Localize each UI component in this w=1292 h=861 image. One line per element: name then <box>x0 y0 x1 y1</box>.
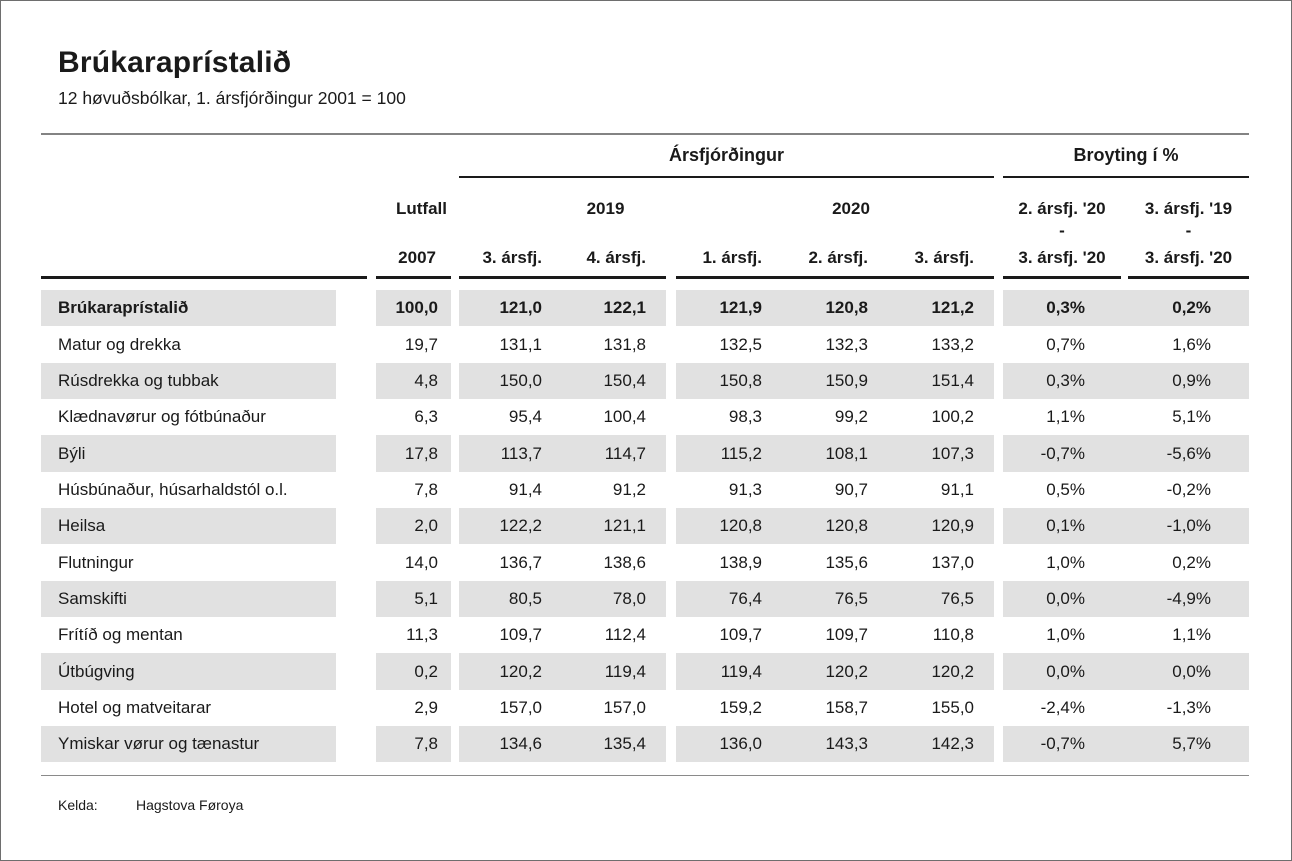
cell-change-qoq: 0,0% <box>1003 653 1128 689</box>
cell-2020-q2: 76,5 <box>782 581 888 617</box>
header-2020-q1: 1. ársfj. <box>702 248 762 267</box>
cell-2019-q3: 95,4 <box>508 407 542 427</box>
table-row <box>41 690 1249 726</box>
cell-lutfall: 6,3 <box>414 407 438 427</box>
cell-change-yoy: 0,0% <box>1128 653 1249 689</box>
cell-change-qoq: 1,0% <box>1046 552 1085 572</box>
cell-lutfall: 11,3 <box>406 625 438 645</box>
cell-2020-q1: 121,9 <box>676 290 782 326</box>
label-column-rule <box>41 276 367 279</box>
page-subtitle: 12 høvuðsbólkar, 1. ársfjórðingur 2001 = 100 <box>58 88 406 108</box>
cell-change-yoy: -5,6% <box>1128 435 1249 471</box>
header-bottom-rule-row <box>41 276 1249 279</box>
cell-2020-q2: 99,2 <box>834 407 868 427</box>
table-row <box>41 363 1249 399</box>
cell-2020-q2: 135,6 <box>825 552 868 572</box>
header-lutfall-year: 2007 <box>398 248 436 267</box>
table-bottom-rule <box>41 775 1249 776</box>
cell-change-yoy: -4,9% <box>1128 581 1249 617</box>
cell-2019-q4: 121,1 <box>562 508 666 544</box>
change1-column-rule <box>1003 276 1121 279</box>
cell-2020-q3: 155,0 <box>931 697 974 717</box>
table-row <box>41 544 1249 580</box>
cell-2019-q3: 157,0 <box>499 697 542 717</box>
cell-2020-q1: 136,0 <box>676 726 782 762</box>
header-2019-q3: 3. ársfj. <box>482 248 542 267</box>
cell-change-qoq: 1,1% <box>1046 407 1085 427</box>
cell-lutfall: 7,8 <box>414 479 438 499</box>
cell-change-qoq: 1,0% <box>1046 625 1085 645</box>
cell-2020-q1: 159,2 <box>719 697 762 717</box>
year-2019-rule <box>459 276 666 279</box>
cell-change-qoq: 0,0% <box>1003 581 1128 617</box>
cell-2020-q2: 120,8 <box>782 290 888 326</box>
cell-2019-q4: 131,8 <box>603 334 646 354</box>
header-change1-line1: 2. ársfj. '20 <box>1018 199 1106 218</box>
cell-lutfall: 100,0 <box>376 290 451 326</box>
table-row <box>41 653 1249 689</box>
row-label: Klædnavørur og fótbúnaður <box>58 407 266 427</box>
table-row <box>41 435 1249 471</box>
cell-2020-q1: 138,9 <box>719 552 762 572</box>
cell-lutfall: 14,0 <box>404 552 438 572</box>
cell-2019-q3: 131,1 <box>499 334 542 354</box>
header-change2-line2: - <box>1185 221 1192 240</box>
cell-2020-q3: 133,2 <box>931 334 974 354</box>
cell-change-yoy: 0,2% <box>1172 552 1211 572</box>
cell-change-yoy: -0,2% <box>1166 479 1211 499</box>
lutfall-column-rule <box>376 276 451 279</box>
cell-change-qoq: 0,3% <box>1003 290 1128 326</box>
table-year-header-row <box>41 178 1249 221</box>
cell-2020-q3: 76,5 <box>888 581 994 617</box>
cell-2019-q4: 150,4 <box>562 363 666 399</box>
row-label: Rúsdrekka og tubbak <box>41 363 336 399</box>
table-row <box>41 617 1249 653</box>
cell-2020-q2: 158,7 <box>825 697 868 717</box>
table-body <box>41 290 1251 762</box>
cell-2019-q4: 138,6 <box>603 552 646 572</box>
cell-2020-q3: 142,3 <box>888 726 994 762</box>
header-lutfall: Lutfall <box>396 199 447 218</box>
cell-2020-q3: 110,8 <box>932 625 974 645</box>
header-change2-line3: 3. ársfj. '20 <box>1144 248 1233 267</box>
cell-2019-q3: 120,2 <box>459 653 562 689</box>
source-value: Hagstova Føroya <box>136 797 244 814</box>
cell-change-yoy: 1,6% <box>1172 334 1211 354</box>
table-row <box>41 508 1249 544</box>
row-label: Útbúgving <box>41 653 336 689</box>
column-group-change: Broyting í % <box>1073 145 1179 165</box>
cell-change-yoy: 1,1% <box>1172 625 1211 645</box>
header-year-2020: 2020 <box>832 199 870 218</box>
cell-2019-q4: 114,7 <box>562 435 666 471</box>
cell-2019-q4: 78,0 <box>562 581 666 617</box>
table-row <box>41 726 1249 762</box>
row-label: Brúkaraprístalið <box>41 290 336 326</box>
row-label: Matur og drekka <box>58 334 181 354</box>
row-label: Býli <box>41 435 336 471</box>
cell-lutfall: 4,8 <box>376 363 451 399</box>
cell-change-qoq: 0,3% <box>1003 363 1128 399</box>
cell-2020-q1: 98,3 <box>728 407 762 427</box>
cell-2019-q3: 109,7 <box>499 625 542 645</box>
cell-2019-q3: 136,7 <box>499 552 542 572</box>
source-label: Kelda: <box>58 797 98 814</box>
cell-change-qoq: 0,5% <box>1046 479 1085 499</box>
page-title: Brúkaraprístalið <box>58 46 292 79</box>
header-change1-line3: 3. ársfj. '20 <box>1018 248 1106 267</box>
cell-change-qoq: -2,4% <box>1040 697 1085 717</box>
cell-change-qoq: 0,1% <box>1003 508 1128 544</box>
row-label: Ymiskar vørur og tænastur <box>41 726 336 762</box>
header-2020-q2: 2. ársfj. <box>808 248 868 267</box>
header-change2-line1: 3. ársfj. '19 <box>1144 199 1233 218</box>
cell-2019-q4: 122,1 <box>562 290 666 326</box>
cell-lutfall: 5,1 <box>376 581 451 617</box>
cell-change-yoy: -1,0% <box>1128 508 1249 544</box>
cell-change-qoq: -0,7% <box>1003 726 1128 762</box>
cell-change-yoy: 0,2% <box>1128 290 1249 326</box>
table-row <box>41 290 1249 326</box>
cell-2019-q3: 122,2 <box>459 508 562 544</box>
table-row <box>41 326 1249 362</box>
cell-2020-q3: 100,2 <box>931 407 974 427</box>
cell-2019-q3: 134,6 <box>459 726 562 762</box>
cell-lutfall: 19,7 <box>404 334 438 354</box>
cell-change-yoy: 5,7% <box>1128 726 1249 762</box>
table-row <box>41 581 1249 617</box>
header-2020-q3: 3. ársfj. <box>914 248 974 267</box>
cell-2020-q2: 143,3 <box>782 726 888 762</box>
cell-change-qoq: -0,7% <box>1003 435 1128 471</box>
cell-change-yoy: 5,1% <box>1172 407 1211 427</box>
cell-2020-q1: 150,8 <box>676 363 782 399</box>
cell-2020-q1: 119,4 <box>676 653 782 689</box>
table-row <box>41 399 1249 435</box>
cell-2019-q3: 150,0 <box>459 363 562 399</box>
cell-2020-q3: 151,4 <box>888 363 994 399</box>
cell-2020-q2: 109,7 <box>825 625 868 645</box>
cell-lutfall: 7,8 <box>376 726 451 762</box>
header-2019-q4: 4. ársfj. <box>586 248 646 267</box>
cell-2019-q4: 157,0 <box>603 697 646 717</box>
row-label: Hotel og matveitarar <box>58 697 212 717</box>
cell-2019-q4: 119,4 <box>562 653 666 689</box>
cell-2019-q3: 91,4 <box>508 479 542 499</box>
cell-2019-q3: 80,5 <box>459 581 562 617</box>
cpi-table <box>41 133 1251 814</box>
cell-2020-q3: 120,2 <box>888 653 994 689</box>
cell-change-yoy: 0,9% <box>1128 363 1249 399</box>
cell-lutfall: 17,8 <box>376 435 451 471</box>
change2-column-rule <box>1128 276 1249 279</box>
cell-2020-q2: 132,3 <box>825 334 868 354</box>
table-quarter-header-row <box>41 241 1249 276</box>
cell-2020-q1: 109,7 <box>719 625 762 645</box>
header-year-2019: 2019 <box>586 199 625 218</box>
table-row <box>41 472 1249 508</box>
cell-lutfall: 2,9 <box>414 697 438 717</box>
cell-2019-q4: 100,4 <box>603 407 646 427</box>
table-group-header-row <box>41 135 1249 176</box>
header-change1-line2: - <box>1059 221 1065 240</box>
cell-2020-q3: 121,2 <box>888 290 994 326</box>
cell-2019-q3: 113,7 <box>459 435 562 471</box>
row-label: Húsbúnaður, húsarhaldstól o.l. <box>58 479 288 499</box>
year-2020-rule <box>676 276 994 279</box>
cell-2020-q1: 120,8 <box>676 508 782 544</box>
cell-2020-q2: 120,2 <box>782 653 888 689</box>
cell-change-yoy: -1,3% <box>1166 697 1211 717</box>
column-group-quarters: Ársfjórðingur <box>669 145 784 165</box>
cell-2019-q4: 135,4 <box>562 726 666 762</box>
cell-2020-q3: 107,3 <box>888 435 994 471</box>
row-label: Samskifti <box>41 581 336 617</box>
cell-2019-q4: 91,2 <box>612 479 646 499</box>
cell-2020-q1: 76,4 <box>676 581 782 617</box>
cell-2020-q3: 120,9 <box>888 508 994 544</box>
source-row <box>58 797 1251 814</box>
cell-2019-q3: 121,0 <box>459 290 562 326</box>
cell-2020-q1: 132,5 <box>719 334 762 354</box>
cell-lutfall: 0,2 <box>376 653 451 689</box>
table-dash-header-row <box>41 221 1249 241</box>
cell-2020-q1: 115,2 <box>676 435 782 471</box>
cell-2020-q2: 108,1 <box>782 435 888 471</box>
cell-2020-q2: 90,7 <box>834 479 868 499</box>
row-label: Heilsa <box>41 508 336 544</box>
cell-2019-q4: 112,4 <box>604 625 646 645</box>
cell-2020-q1: 91,3 <box>728 479 762 499</box>
cell-2020-q3: 91,1 <box>940 479 974 499</box>
row-label: Flutningur <box>58 552 134 572</box>
cell-2020-q2: 150,9 <box>782 363 888 399</box>
row-label: Frítíð og mentan <box>58 625 183 645</box>
cell-2020-q2: 120,8 <box>782 508 888 544</box>
cell-lutfall: 2,0 <box>376 508 451 544</box>
cell-change-qoq: 0,7% <box>1046 334 1085 354</box>
cell-2020-q3: 137,0 <box>931 552 974 572</box>
